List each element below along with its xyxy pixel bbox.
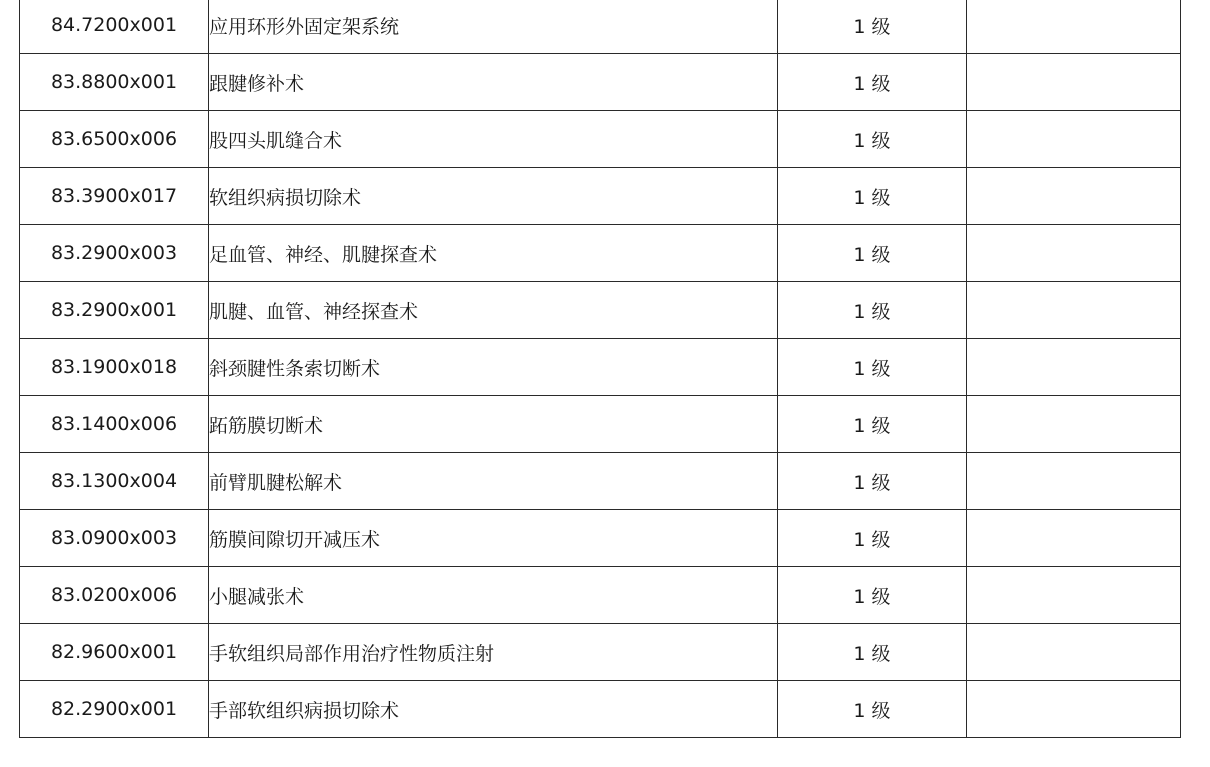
- procedure-code-cell: 82.2900x001: [20, 681, 209, 738]
- procedure-level-cell: 1 级: [778, 225, 967, 282]
- procedure-code-cell: 83.2900x001: [20, 282, 209, 339]
- procedure-note-cell: [967, 681, 1181, 738]
- procedure-name-cell: 手软组织局部作用治疗性物质注射: [209, 624, 778, 681]
- procedure-level-cell: 1 级: [778, 54, 967, 111]
- procedure-note-cell: [967, 0, 1181, 54]
- procedure-table: [19, 0, 1181, 738]
- procedure-name-cell: 筋膜间隙切开减压术: [209, 510, 778, 567]
- procedure-level-cell: 1 级: [778, 282, 967, 339]
- procedure-level-cell: 1 级: [778, 453, 967, 510]
- procedure-code-cell: 83.8800x001: [20, 54, 209, 111]
- table-row: [20, 111, 1181, 168]
- procedure-note-cell: [967, 282, 1181, 339]
- procedure-note-cell: [967, 225, 1181, 282]
- table-row: [20, 168, 1181, 225]
- procedure-name-cell: 应用环形外固定架系统: [209, 0, 778, 54]
- procedure-level-cell: 1 级: [778, 624, 967, 681]
- procedure-note-cell: [967, 54, 1181, 111]
- table-row: [20, 681, 1181, 738]
- procedure-name-cell: 手部软组织病损切除术: [209, 681, 778, 738]
- procedure-name-cell: 股四头肌缝合术: [209, 111, 778, 168]
- procedure-code-cell: 82.9600x001: [20, 624, 209, 681]
- procedure-level-cell: 1 级: [778, 339, 967, 396]
- table-row: [20, 0, 1181, 54]
- procedure-code-cell: 83.0900x003: [20, 510, 209, 567]
- procedure-code-cell: 83.6500x006: [20, 111, 209, 168]
- procedure-name-cell: 前臂肌腱松解术: [209, 453, 778, 510]
- procedure-level-cell: 1 级: [778, 567, 967, 624]
- procedure-name-cell: 跟腱修补术: [209, 54, 778, 111]
- procedure-name-cell: 跖筋膜切断术: [209, 396, 778, 453]
- table-row: [20, 225, 1181, 282]
- procedure-table-body: [20, 0, 1181, 738]
- procedure-note-cell: [967, 396, 1181, 453]
- table-row: [20, 396, 1181, 453]
- procedure-note-cell: [967, 567, 1181, 624]
- table-row: [20, 624, 1181, 681]
- procedure-code-cell: 83.2900x003: [20, 225, 209, 282]
- procedure-note-cell: [967, 624, 1181, 681]
- procedure-level-cell: 1 级: [778, 111, 967, 168]
- table-row: [20, 282, 1181, 339]
- procedure-name-cell: 小腿减张术: [209, 567, 778, 624]
- procedure-note-cell: [967, 453, 1181, 510]
- procedure-note-cell: [967, 168, 1181, 225]
- table-row: [20, 339, 1181, 396]
- procedure-name-cell: 斜颈腱性条索切断术: [209, 339, 778, 396]
- procedure-code-cell: 83.1900x018: [20, 339, 209, 396]
- procedure-level-cell: 1 级: [778, 510, 967, 567]
- procedure-level-cell: 1 级: [778, 681, 967, 738]
- table-row: [20, 567, 1181, 624]
- table-row: [20, 453, 1181, 510]
- procedure-name-cell: 软组织病损切除术: [209, 168, 778, 225]
- procedure-code-cell: 83.1300x004: [20, 453, 209, 510]
- procedure-code-cell: 83.3900x017: [20, 168, 209, 225]
- table-row: [20, 54, 1181, 111]
- procedure-note-cell: [967, 510, 1181, 567]
- procedure-name-cell: 肌腱、血管、神经探查术: [209, 282, 778, 339]
- procedure-level-cell: 1 级: [778, 0, 967, 54]
- table-row: [20, 510, 1181, 567]
- procedure-code-cell: 83.0200x006: [20, 567, 209, 624]
- procedure-code-cell: 84.7200x001: [20, 0, 209, 54]
- procedure-note-cell: [967, 111, 1181, 168]
- procedure-level-cell: 1 级: [778, 168, 967, 225]
- procedure-level-cell: 1 级: [778, 396, 967, 453]
- procedure-name-cell: 足血管、神经、肌腱探查术: [209, 225, 778, 282]
- procedure-note-cell: [967, 339, 1181, 396]
- procedure-code-cell: 83.1400x006: [20, 396, 209, 453]
